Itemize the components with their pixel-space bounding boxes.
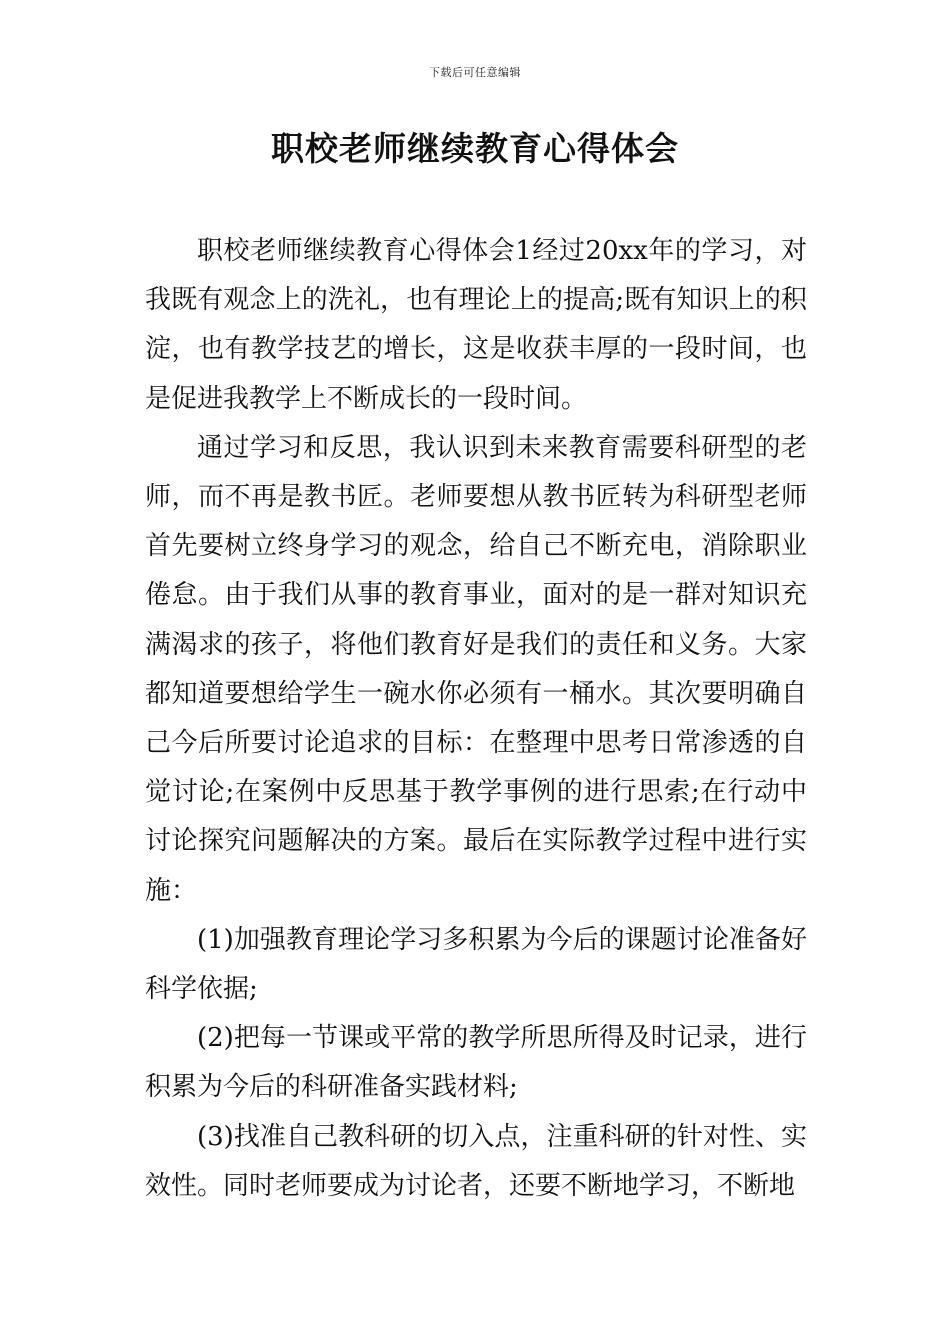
document-title: 职校老师继续教育心得体会 [271,129,679,168]
paragraph-intro: 职校老师继续教育心得体会1经过20xx年的学习，对我既有观念上的洗礼，也有理论上的提高;既有知识上的积淀，也有教学技艺的增长，这是收获丰厚的一段时间，也是促进我教学上不断成长的一段时间。 [145,236,807,414]
document-body [145,227,807,1211]
paragraph-item-3: (3)找准自己教科研的切入点，注重科研的针对性、实效性。同时老师要成为讨论者，还要不断地学习，不断地 [145,1121,807,1201]
paragraph-item-2: (2)把每一节课或平常的教学所思所得及时记录，进行积累为今后的科研准备实践材料; [145,1023,807,1103]
header-note: 下载后可任意编辑 [429,66,521,79]
paragraph-reflection: 通过学习和反思，我认识到未来教育需要科研型的老师，而不再是教书匠。老师要想从教书匠转为科研型老师首先要树立终身学习的观念，给自己不断充电，消除职业倦怠。由于我们从事的教育事业，面对的是一群对知识充满渴求的孩子，将他们教育好是我们的责任和义务。大家都知道要想给学生一碗水你必须有一桶水。其次要明确自己今后所要讨论追求的目标：在整理中思考日常渗透的自觉讨论;在案例中反思基于教学事例的进行思索;在行动中讨论探究问题解决的方案。最后在实际教学过程中进行实施： [145,432,807,906]
paragraph-item-1: (1)加强教育理论学习多积累为今后的课题讨论准备好科学依据; [145,924,807,1005]
